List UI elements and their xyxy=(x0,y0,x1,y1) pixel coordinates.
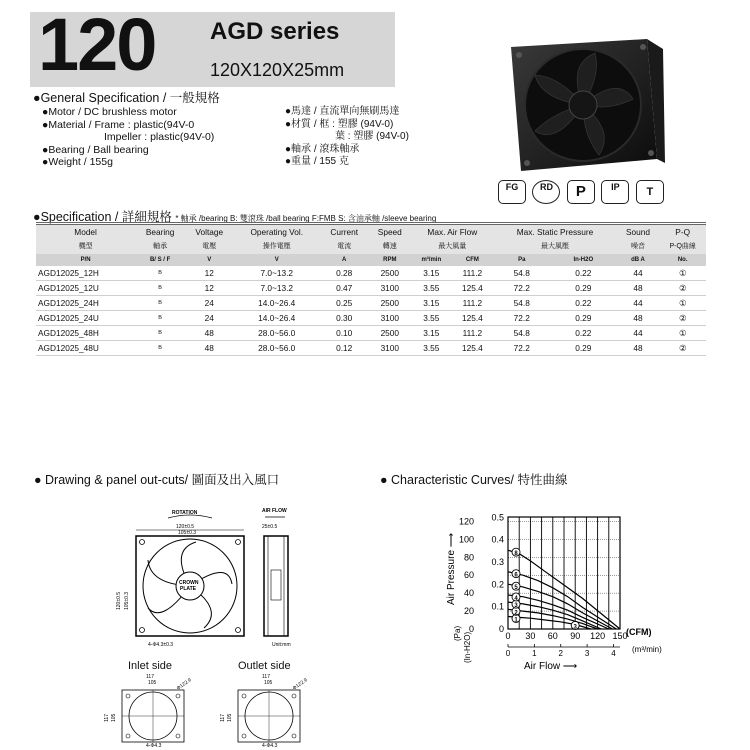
table-cell: 28.0~56.0 xyxy=(233,326,320,341)
drawing-title: ● Drawing & panel out-cuts/ 圖面及出入風口 xyxy=(34,473,280,487)
table-cell: 12 xyxy=(185,281,233,296)
x-tick-m3: 1 xyxy=(532,649,537,658)
panel-cutouts xyxy=(100,672,325,748)
model-cell: AGD12025_48U xyxy=(36,341,135,356)
y-tick-inh2o: 0.4 xyxy=(491,534,504,545)
x-tick-cfm: 120 xyxy=(590,631,606,641)
hole-label: 4-Φ4.3±0.3 xyxy=(148,642,174,648)
table-cell: 72.2 xyxy=(493,341,550,356)
th-airflow: Max. Air Flow xyxy=(411,224,493,239)
table-cell: 125.4 xyxy=(451,341,493,356)
inlet-117: 117 xyxy=(146,674,154,680)
pq-chart xyxy=(440,505,710,685)
table-cell: 48 xyxy=(617,311,660,326)
unit-cell: V xyxy=(185,254,233,266)
m3-unit: (m³/min) xyxy=(632,645,662,654)
model-cell: AGD12025_24U xyxy=(36,311,135,326)
series-label-1: 1 xyxy=(514,617,518,624)
y-tick-inh2o: 0 xyxy=(498,624,504,634)
table-cell: 0.30 xyxy=(320,311,368,326)
table-cell: B xyxy=(135,326,185,341)
general-spec-title: ●General Specification / 一般規格 xyxy=(33,91,220,105)
th-zh-opvol: 操作電壓 xyxy=(233,239,320,254)
airflow-label: AIR FLOW xyxy=(262,508,287,514)
dim-105: 105±0.3 xyxy=(178,530,197,536)
table-cell: 72.2 xyxy=(493,311,550,326)
table-cell: 54.8 xyxy=(493,266,550,281)
table-row xyxy=(36,281,706,296)
table-cell: 111.2 xyxy=(451,326,493,341)
dim-25: 25±0.5 xyxy=(262,524,278,530)
table-cell: 0.25 xyxy=(320,296,368,311)
th-zh-sound: 噪音 xyxy=(617,239,660,254)
outlet-label: Outlet side xyxy=(238,660,291,672)
table-cell: 111.2 xyxy=(451,266,493,281)
model-cell: AGD12025_48H xyxy=(36,326,135,341)
table-cell: B xyxy=(135,266,185,281)
table-row xyxy=(36,296,706,311)
outlet-105: 105 xyxy=(264,680,273,686)
table-cell: 54.8 xyxy=(493,296,550,311)
spec-line: ●Motor / DC brushless motor xyxy=(42,106,177,118)
table-cell: 0.29 xyxy=(550,281,617,296)
table-cell: 3100 xyxy=(368,281,411,296)
series-label-3: 3 xyxy=(514,603,518,610)
dim-120: 120±0.5 xyxy=(176,524,195,530)
pwm-icon: P xyxy=(567,180,595,204)
table-units xyxy=(36,254,706,266)
table-cell: 14.0~26.4 xyxy=(233,311,320,326)
spec-line: ●材質 / 框 : 塑膠 (94V-0) xyxy=(285,118,394,130)
y-tick-pa: 20 xyxy=(463,606,474,617)
x-tick-cfm: 30 xyxy=(525,631,536,641)
inh2o-unit: (In-H2O) xyxy=(463,631,472,663)
crown-label: CROWN xyxy=(179,580,199,586)
table-cell: ② xyxy=(659,311,706,326)
table-cell: 24 xyxy=(185,296,233,311)
specification-title: ●Specification / 詳細規格 * 軸承 /bearing B: 雙滾珠 /ball bearing F:FMB S: 含油承軸 /sleeve bearing xyxy=(33,210,437,224)
model-cell: AGD12025_12H xyxy=(36,266,135,281)
curves-title: ● Characteristic Curves/ 特性曲線 xyxy=(380,473,568,487)
unit-cell: In-H2O xyxy=(550,254,617,266)
x-tick-m3: 4 xyxy=(611,649,616,658)
unit-cell: A xyxy=(320,254,368,266)
outlet-holes: 4-Φ4.3 xyxy=(262,743,278,748)
rotation-label: ROTATION xyxy=(172,510,198,516)
plate-label: PLATE xyxy=(180,586,197,592)
spec-line: 葉 : 塑膠 (94V-0) xyxy=(335,131,409,142)
table-cell: 0.22 xyxy=(550,326,617,341)
dimensions-text: 120X120X25mm xyxy=(210,60,345,80)
cfm-unit: (CFM) xyxy=(626,627,652,637)
table-cell: ② xyxy=(659,281,706,296)
table-cell: 3100 xyxy=(368,341,411,356)
table-row xyxy=(36,266,706,281)
table-cell: 0.12 xyxy=(320,341,368,356)
dim-side-120: 120±0.5 xyxy=(116,591,122,610)
table-cell: 0.22 xyxy=(550,296,617,311)
y-tick-inh2o: 0.1 xyxy=(491,601,504,612)
table-cell: 48 xyxy=(185,341,233,356)
x-tick-cfm: 0 xyxy=(505,631,511,641)
table-cell: B xyxy=(135,341,185,356)
th-zh-current: 電流 xyxy=(320,239,368,254)
y-tick-inh2o: 0.5 xyxy=(491,512,504,523)
th-model: Model xyxy=(36,224,135,239)
spec-table xyxy=(36,222,706,356)
outlet-phi: Φ122.9 xyxy=(291,677,309,692)
table-cell: 2500 xyxy=(368,266,411,281)
table-cell: 0.28 xyxy=(320,266,368,281)
spec-line: ●Material / Frame : plastic(94V-0 xyxy=(42,118,195,131)
table-cell: 7.0~13.2 xyxy=(233,266,320,281)
series-label-2: 2 xyxy=(514,610,518,617)
series-label-4: 4 xyxy=(514,595,518,602)
table-cell: 3.15 xyxy=(411,296,451,311)
unit-cell: B/ S / F xyxy=(135,254,185,266)
table-cell: 111.2 xyxy=(451,296,493,311)
table-cell: B xyxy=(135,311,185,326)
th-zh-voltage: 電壓 xyxy=(185,239,233,254)
pa-unit: (Pa) xyxy=(453,625,462,641)
series-label-5: 5 xyxy=(514,585,518,592)
x-axis-label: Air Flow ⟶ xyxy=(524,661,578,672)
table-cell: 0.22 xyxy=(550,266,617,281)
y-tick-inh2o: 0.3 xyxy=(491,557,504,568)
inlet-label: Inlet side xyxy=(128,660,173,672)
spec-line: ●Weight / 155g xyxy=(42,156,113,168)
unit-cell: CFM xyxy=(451,254,493,266)
series-title: AGD series xyxy=(210,18,340,45)
spec-line: ●軸承 / 滾珠軸承 xyxy=(285,143,360,155)
table-row xyxy=(36,311,706,326)
y-tick-inh2o: 0.2 xyxy=(491,579,504,590)
unit-cell: No. xyxy=(659,254,706,266)
unit-cell: Pa xyxy=(493,254,550,266)
y-tick-pa: 80 xyxy=(463,552,474,563)
x-tick-m3: 3 xyxy=(584,649,590,658)
series-line-6 xyxy=(508,572,616,629)
table-cell: 2500 xyxy=(368,326,411,341)
table-cell: 3.15 xyxy=(411,266,451,281)
general-spec-left xyxy=(42,106,214,169)
table-cell: 24 xyxy=(185,311,233,326)
table-cell: 14.0~26.4 xyxy=(233,296,320,311)
table-cell: 28.0~56.0 xyxy=(233,341,320,356)
x-tick-m3: 0 xyxy=(505,649,511,658)
th-zh-bearing: 軸承 xyxy=(135,239,185,254)
unit-cell: RPM xyxy=(368,254,411,266)
th-op-vol: Operating Vol. xyxy=(233,224,320,239)
rd-icon: RD xyxy=(532,180,560,204)
table-cell: 7.0~13.2 xyxy=(233,281,320,296)
table-cell: 3100 xyxy=(368,311,411,326)
unit-cell: P/N xyxy=(36,254,135,266)
table-cell: 12 xyxy=(185,266,233,281)
th-pressure: Max. Static Pressure xyxy=(493,224,616,239)
th-bearing: Bearing xyxy=(135,224,185,239)
outlet-117: 117 xyxy=(262,674,270,680)
inlet-cutout xyxy=(104,674,193,748)
outlet-v105: 105 xyxy=(227,713,233,722)
outlet-cutout xyxy=(220,674,309,748)
table-row xyxy=(36,341,706,356)
th-pq: P-Q xyxy=(659,224,706,239)
y-tick-pa: 0 xyxy=(468,624,474,634)
inlet-holes: 4-Φ4.3 xyxy=(146,743,162,748)
unit-cell: dB A xyxy=(617,254,660,266)
table-cell: 44 xyxy=(617,296,660,311)
unit-cell: V xyxy=(233,254,320,266)
table-cell: 125.4 xyxy=(451,311,493,326)
thermal-icon: T xyxy=(636,180,664,204)
table-cell: 48 xyxy=(185,326,233,341)
bearing-note: * 軸承 /bearing B: 雙滾珠 /ball bearing F:FMB S: 含油承軸 /sleeve bearing xyxy=(175,214,437,223)
th-zh-pressure: 最大風壓 xyxy=(493,239,616,254)
table-cell: 0.29 xyxy=(550,341,617,356)
dim-side-105: 105±0.3 xyxy=(124,591,130,610)
model-cell: AGD12025_12U xyxy=(36,281,135,296)
th-zh-airflow: 最大風量 xyxy=(411,239,493,254)
y-tick-pa: 100 xyxy=(458,534,474,545)
th-sound: Sound xyxy=(617,224,660,239)
y-tick-pa: 60 xyxy=(463,570,474,581)
table-cell: 0.29 xyxy=(550,311,617,326)
table-cell: 3.55 xyxy=(411,311,451,326)
th-current: Current xyxy=(320,224,368,239)
inlet-105: 105 xyxy=(148,680,157,686)
table-cell: 44 xyxy=(617,326,660,341)
table-row xyxy=(36,326,706,341)
x-tick-m3: 2 xyxy=(558,649,563,658)
x-tick-cfm: 60 xyxy=(547,631,558,641)
table-cell: 2500 xyxy=(368,296,411,311)
spec-line: Impeller : plastic(94V-0) xyxy=(104,131,215,143)
th-zh-model: 機型 xyxy=(36,239,135,254)
spec-line: ●Bearing / Ball bearing xyxy=(42,143,149,156)
table-cell: ① xyxy=(659,296,706,311)
model-cell: AGD12025_24H xyxy=(36,296,135,311)
th-voltage: Voltage xyxy=(185,224,233,239)
fg-icon: FG xyxy=(498,180,526,204)
table-header-zh xyxy=(36,239,706,254)
spec-line: ●重量 / 155 克 xyxy=(285,156,349,167)
y-axis-label: Air Pressure ⟶ xyxy=(446,532,457,605)
table-header-en xyxy=(36,224,706,239)
marker-3-label: 3 xyxy=(573,624,577,631)
inlet-phi: Φ122.9 xyxy=(175,677,193,692)
y-tick-pa: 40 xyxy=(463,588,474,599)
outlet-v117: 117 xyxy=(220,714,226,722)
table-cell: 72.2 xyxy=(493,281,550,296)
table-cell: 125.4 xyxy=(451,281,493,296)
model-number: 120 xyxy=(38,3,156,86)
table-cell: 3.55 xyxy=(411,281,451,296)
fan-photo xyxy=(497,35,665,175)
ip-icon: IP xyxy=(601,180,629,204)
series-label-6: 6 xyxy=(514,572,518,579)
table-cell: ① xyxy=(659,266,706,281)
inlet-v117: 117 xyxy=(104,714,110,722)
y-tick-pa: 120 xyxy=(458,516,474,527)
unit-label: Unit:mm xyxy=(272,642,291,648)
th-zh-speed: 轉速 xyxy=(368,239,411,254)
table-cell: B xyxy=(135,281,185,296)
x-tick-cfm: 90 xyxy=(570,631,581,641)
th-speed: Speed xyxy=(368,224,411,239)
side-view xyxy=(264,536,288,636)
table-cell: 3.15 xyxy=(411,326,451,341)
table-cell: ② xyxy=(659,341,706,356)
series-label-8: 8 xyxy=(514,551,518,558)
table-cell: ① xyxy=(659,326,706,341)
spec-line: ●馬達 / 直流單向無刷馬達 xyxy=(285,106,400,117)
table-cell: 54.8 xyxy=(493,326,550,341)
table-cell: 0.10 xyxy=(320,326,368,341)
front-side-drawing xyxy=(100,500,330,650)
table-cell: 44 xyxy=(617,266,660,281)
table-cell: B xyxy=(135,296,185,311)
table-cell: 0.47 xyxy=(320,281,368,296)
th-zh-pq: P-Q曲線 xyxy=(659,239,706,254)
table-cell: 3.55 xyxy=(411,341,451,356)
table-cell: 48 xyxy=(617,281,660,296)
table-cell: 48 xyxy=(617,341,660,356)
unit-cell: m³/min xyxy=(411,254,451,266)
feature-icons xyxy=(498,180,666,204)
general-spec-right xyxy=(285,106,409,169)
x-tick-cfm: 150 xyxy=(612,631,628,641)
inlet-v105: 105 xyxy=(111,713,117,722)
